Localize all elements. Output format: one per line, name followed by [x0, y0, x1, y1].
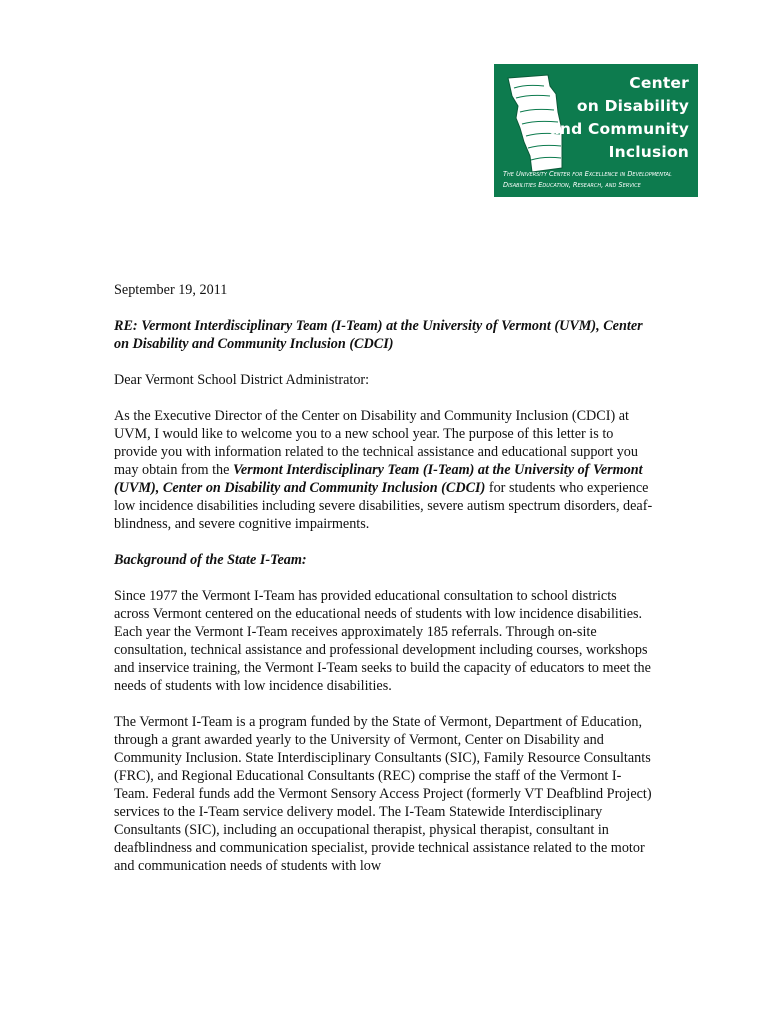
logo-tagline-line-2: Disabilities Education, Research, and Service: [503, 181, 641, 189]
letter-body: [114, 281, 654, 893]
intro-paragraph: [114, 407, 654, 533]
intro-emphasis: Vermont Interdisciplinary Team (I-Team) at the University of Vermont (UVM), Center on Disability and Community Inclusion (CDCI): [114, 462, 643, 496]
background-paragraph: Since 1977 the Vermont I-Team has provided educational consultation to school districts across Vermont centered on the educational needs of students with low incidence disabilities. Each year the Vermont I-Team receives approximately 185 referrals. Through on-site consultation, technical assistance and professional development including courses, workshops and inservice training, the Vermont I-Team seeks to build the capacity of educators to meet the needs of students with low incidence disabilities.: [114, 588, 651, 694]
background-heading: Background of the State I-Team:: [114, 552, 307, 568]
logo-tagline: [503, 169, 672, 191]
logo-line-inclusion: Inclusion: [608, 143, 689, 161]
logo-line-disability: on Disability: [576, 97, 689, 115]
logo-tagline-line-1: The University Center for Excellence in Developmental: [503, 170, 672, 178]
intro-text-1: As the Executive Director of the Center on Disability and Community Inclusion (CDCI) at UVM, I would like to welcome you to a new school year. The purpose of this letter is to provide you with information related to the technical assistance and educational support you may obtain from the: [114, 408, 638, 478]
salutation: Dear Vermont School District Administrator:: [114, 372, 370, 388]
funding-paragraph: The Vermont I-Team is a program funded by the State of Vermont, Department of Education, through a grant awarded yearly to the University of Vermont, Center on Disability and Community Inclusion. State Interdisciplinary Consultants (SIC), Family Resource Consultants (FRC), and Regional Educational Consultants (REC) comprise the staff of the Vermont I-Team. Federal funds add the Vermont Sensory Access Project (formerly VT Deafblind Project) services to the I-Team service delivery model. The I-Team Statewide Interdisciplinary Consultants (SIC), including an occupational therapist, physical therapist, consultant in deafblindness and communication specialist, provide technical assistance related to the motor and communication needs of students with low: [114, 714, 652, 874]
logo-line-community: and Community: [549, 120, 689, 138]
cdci-logo: [494, 64, 698, 197]
letter-date: September 19, 2011: [114, 282, 228, 298]
intro-text-2: for students who experience low incidence disabilities including severe disabilities, severe autism spectrum disorders, deaf-blindness, and severe cognitive impairments.: [114, 480, 653, 532]
re-line: RE: Vermont Interdisciplinary Team (I-Team) at the University of Vermont (UVM), Center on Disability and Community Inclusion (CDCI): [114, 318, 643, 352]
logo-line-center: Center: [629, 74, 689, 92]
